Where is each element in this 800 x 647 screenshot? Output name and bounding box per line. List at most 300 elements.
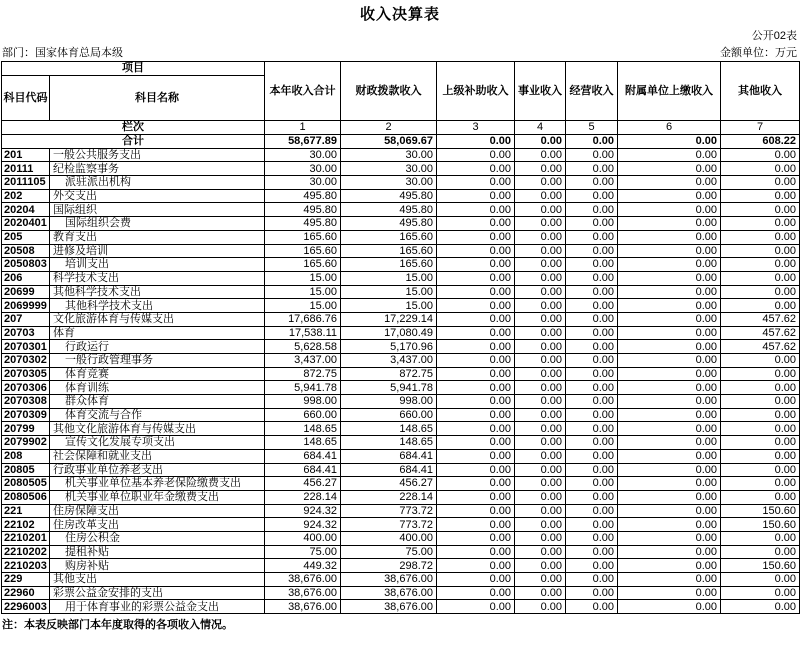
value-col-1: 38,676.00 (265, 600, 341, 614)
subject-name-cell: 行政运行 (50, 340, 265, 354)
value-col-6: 0.00 (618, 176, 721, 190)
value-col-1: 30.00 (265, 148, 341, 162)
total-value-col-3: 0.00 (437, 135, 515, 149)
value-col-4: 0.00 (515, 477, 566, 491)
value-col-1: 998.00 (265, 395, 341, 409)
value-col-7: 457.62 (721, 340, 800, 354)
value-col-2: 38,676.00 (341, 586, 437, 600)
value-col-5: 0.00 (566, 354, 618, 368)
table-row (2, 531, 800, 545)
value-col-3: 0.00 (437, 148, 515, 162)
amount-unit-label: 金额单位：万元 (720, 47, 797, 59)
subject-code-cell: 2079902 (2, 436, 50, 450)
value-col-5: 0.00 (566, 299, 618, 313)
value-col-3: 0.00 (437, 504, 515, 518)
table-row (2, 217, 800, 231)
value-col-6: 0.00 (618, 148, 721, 162)
value-col-3: 0.00 (437, 573, 515, 587)
value-col-3: 0.00 (437, 518, 515, 532)
value-col-3: 0.00 (437, 203, 515, 217)
value-col-4: 0.00 (515, 176, 566, 190)
value-col-2: 495.80 (341, 217, 437, 231)
header-subject-name: 科目名称 (50, 76, 265, 121)
value-col-3: 0.00 (437, 436, 515, 450)
value-col-7: 0.00 (721, 395, 800, 409)
value-col-6: 0.00 (618, 230, 721, 244)
header-lanci: 栏次 (2, 121, 265, 135)
value-col-1: 30.00 (265, 176, 341, 190)
subject-name-cell: 机关事业单位职业年金缴费支出 (50, 490, 265, 504)
value-col-6: 0.00 (618, 271, 721, 285)
value-col-3: 0.00 (437, 422, 515, 436)
subject-code-cell: 2210201 (2, 531, 50, 545)
value-col-4: 0.00 (515, 490, 566, 504)
value-col-6: 0.00 (618, 258, 721, 272)
header-col-fiscal-appropriation: 财政拨款收入 (341, 62, 437, 121)
table-row (2, 340, 800, 354)
column-number-6: 6 (618, 121, 721, 135)
value-col-3: 0.00 (437, 490, 515, 504)
value-col-6: 0.00 (618, 217, 721, 231)
subject-name-cell: 外交支出 (50, 189, 265, 203)
table-row (2, 463, 800, 477)
value-col-4: 0.00 (515, 381, 566, 395)
value-col-1: 872.75 (265, 367, 341, 381)
value-col-5: 0.00 (566, 477, 618, 491)
value-col-6: 0.00 (618, 545, 721, 559)
value-col-3: 0.00 (437, 285, 515, 299)
value-col-2: 400.00 (341, 531, 437, 545)
value-col-3: 0.00 (437, 217, 515, 231)
subject-name-cell: 机关事业单位基本养老保险缴费支出 (50, 477, 265, 491)
value-col-4: 0.00 (515, 230, 566, 244)
table-row (2, 586, 800, 600)
subject-code-cell: 20508 (2, 244, 50, 258)
value-col-4: 0.00 (515, 162, 566, 176)
value-col-4: 0.00 (515, 148, 566, 162)
department-label: 部门：国家体育总局本级 (2, 47, 123, 59)
value-col-1: 400.00 (265, 531, 341, 545)
subject-code-cell: 221 (2, 504, 50, 518)
column-number-1: 1 (265, 121, 341, 135)
value-col-4: 0.00 (515, 203, 566, 217)
value-col-5: 0.00 (566, 176, 618, 190)
subject-code-cell: 2069999 (2, 299, 50, 313)
subject-code-cell: 20204 (2, 203, 50, 217)
value-col-3: 0.00 (437, 367, 515, 381)
value-col-3: 0.00 (437, 340, 515, 354)
value-col-6: 0.00 (618, 449, 721, 463)
value-col-3: 0.00 (437, 531, 515, 545)
value-col-5: 0.00 (566, 367, 618, 381)
value-col-7: 0.00 (721, 354, 800, 368)
value-col-5: 0.00 (566, 326, 618, 340)
value-col-3: 0.00 (437, 176, 515, 190)
column-number-2: 2 (341, 121, 437, 135)
value-col-6: 0.00 (618, 203, 721, 217)
subject-name-cell: 培训支出 (50, 258, 265, 272)
value-col-3: 0.00 (437, 545, 515, 559)
value-col-6: 0.00 (618, 312, 721, 326)
value-col-2: 15.00 (341, 285, 437, 299)
value-col-4: 0.00 (515, 573, 566, 587)
value-col-3: 0.00 (437, 271, 515, 285)
value-col-4: 0.00 (515, 531, 566, 545)
value-col-4: 0.00 (515, 285, 566, 299)
value-col-4: 0.00 (515, 271, 566, 285)
subject-name-cell: 文化旅游体育与传媒支出 (50, 312, 265, 326)
subject-code-cell: 2080506 (2, 490, 50, 504)
subject-code-cell: 2070309 (2, 408, 50, 422)
subject-name-cell: 国际组织 (50, 203, 265, 217)
value-col-6: 0.00 (618, 463, 721, 477)
value-col-5: 0.00 (566, 244, 618, 258)
value-col-2: 17,080.49 (341, 326, 437, 340)
value-col-6: 0.00 (618, 586, 721, 600)
value-col-4: 0.00 (515, 449, 566, 463)
total-value-col-1: 58,677.89 (265, 135, 341, 149)
value-col-3: 0.00 (437, 162, 515, 176)
value-col-5: 0.00 (566, 573, 618, 587)
value-col-5: 0.00 (566, 600, 618, 614)
value-col-4: 0.00 (515, 189, 566, 203)
subject-name-cell: 进修及培训 (50, 244, 265, 258)
value-col-7: 0.00 (721, 271, 800, 285)
value-col-1: 15.00 (265, 271, 341, 285)
subject-name-cell: 派驻派出机构 (50, 176, 265, 190)
subject-name-cell: 行政事业单位养老支出 (50, 463, 265, 477)
value-col-6: 0.00 (618, 367, 721, 381)
value-col-5: 0.00 (566, 271, 618, 285)
subject-name-cell: 科学技术支出 (50, 271, 265, 285)
value-col-3: 0.00 (437, 230, 515, 244)
table-row (2, 477, 800, 491)
value-col-2: 298.72 (341, 559, 437, 573)
table-header (2, 62, 800, 135)
total-value-col-7: 608.22 (721, 135, 800, 149)
value-col-3: 0.00 (437, 463, 515, 477)
table-row (2, 422, 800, 436)
total-value-col-4: 0.00 (515, 135, 566, 149)
value-col-4: 0.00 (515, 217, 566, 231)
subject-code-cell: 20799 (2, 422, 50, 436)
value-col-7: 0.00 (721, 285, 800, 299)
table-row (2, 367, 800, 381)
value-col-1: 684.41 (265, 449, 341, 463)
value-col-2: 998.00 (341, 395, 437, 409)
table-row (2, 326, 800, 340)
subject-name-cell: 提租补贴 (50, 545, 265, 559)
value-col-2: 15.00 (341, 271, 437, 285)
value-col-7: 0.00 (721, 176, 800, 190)
table-row (2, 436, 800, 450)
value-col-7: 0.00 (721, 477, 800, 491)
value-col-5: 0.00 (566, 518, 618, 532)
value-col-2: 30.00 (341, 176, 437, 190)
value-col-2: 38,676.00 (341, 573, 437, 587)
subject-name-cell: 国际组织会费 (50, 217, 265, 231)
value-col-1: 15.00 (265, 299, 341, 313)
value-col-7: 0.00 (721, 600, 800, 614)
subject-code-cell: 2080505 (2, 477, 50, 491)
value-col-2: 165.60 (341, 244, 437, 258)
value-col-6: 0.00 (618, 244, 721, 258)
value-col-6: 0.00 (618, 531, 721, 545)
value-col-1: 456.27 (265, 477, 341, 491)
table-row (2, 600, 800, 614)
value-col-5: 0.00 (566, 463, 618, 477)
value-col-4: 0.00 (515, 395, 566, 409)
subject-code-cell: 22102 (2, 518, 50, 532)
value-col-6: 0.00 (618, 189, 721, 203)
subject-name-cell: 宣传文化发展专项支出 (50, 436, 265, 450)
value-col-3: 0.00 (437, 408, 515, 422)
table-row (2, 203, 800, 217)
value-col-7: 0.00 (721, 162, 800, 176)
value-col-4: 0.00 (515, 326, 566, 340)
value-col-6: 0.00 (618, 573, 721, 587)
value-col-1: 165.60 (265, 230, 341, 244)
value-col-3: 0.00 (437, 326, 515, 340)
table-row (2, 573, 800, 587)
value-col-4: 0.00 (515, 299, 566, 313)
value-col-3: 0.00 (437, 586, 515, 600)
table-row (2, 176, 800, 190)
income-table (1, 61, 800, 614)
subject-code-cell: 2050803 (2, 258, 50, 272)
value-col-2: 17,229.14 (341, 312, 437, 326)
value-col-4: 0.00 (515, 244, 566, 258)
value-col-5: 0.00 (566, 162, 618, 176)
subject-name-cell: 用于体育事业的彩票公益金支出 (50, 600, 265, 614)
value-col-7: 0.00 (721, 422, 800, 436)
table-row (2, 449, 800, 463)
table-row (2, 559, 800, 573)
value-col-2: 5,941.78 (341, 381, 437, 395)
value-col-3: 0.00 (437, 449, 515, 463)
value-col-1: 924.32 (265, 504, 341, 518)
column-number-5: 5 (566, 121, 618, 135)
column-number-3: 3 (437, 121, 515, 135)
value-col-2: 30.00 (341, 162, 437, 176)
subject-code-cell: 202 (2, 189, 50, 203)
value-col-6: 0.00 (618, 422, 721, 436)
value-col-7: 0.00 (721, 258, 800, 272)
value-col-4: 0.00 (515, 340, 566, 354)
value-col-1: 684.41 (265, 463, 341, 477)
value-col-1: 3,437.00 (265, 354, 341, 368)
column-number-7: 7 (721, 121, 800, 135)
header-subject-code: 科目代码 (2, 76, 50, 121)
value-col-1: 75.00 (265, 545, 341, 559)
value-col-3: 0.00 (437, 244, 515, 258)
total-value-col-5: 0.00 (566, 135, 618, 149)
value-col-4: 0.00 (515, 258, 566, 272)
value-col-4: 0.00 (515, 600, 566, 614)
subject-code-cell: 20703 (2, 326, 50, 340)
value-col-5: 0.00 (566, 217, 618, 231)
value-col-2: 684.41 (341, 463, 437, 477)
value-col-5: 0.00 (566, 395, 618, 409)
subject-name-cell: 体育竞赛 (50, 367, 265, 381)
subject-code-cell: 2070301 (2, 340, 50, 354)
table-row (2, 504, 800, 518)
value-col-5: 0.00 (566, 340, 618, 354)
value-col-3: 0.00 (437, 299, 515, 313)
value-col-7: 457.62 (721, 326, 800, 340)
value-col-5: 0.00 (566, 230, 618, 244)
value-col-5: 0.00 (566, 490, 618, 504)
table-row (2, 162, 800, 176)
value-col-1: 148.65 (265, 436, 341, 450)
value-col-4: 0.00 (515, 354, 566, 368)
value-col-2: 773.72 (341, 504, 437, 518)
value-col-6: 0.00 (618, 354, 721, 368)
value-col-6: 0.00 (618, 600, 721, 614)
table-row (2, 518, 800, 532)
value-col-5: 0.00 (566, 545, 618, 559)
value-col-3: 0.00 (437, 559, 515, 573)
value-col-2: 5,170.96 (341, 340, 437, 354)
table-row (2, 354, 800, 368)
subject-name-cell: 住房改革支出 (50, 518, 265, 532)
subject-name-cell: 体育训练 (50, 381, 265, 395)
value-col-2: 228.14 (341, 490, 437, 504)
subject-name-cell: 一般公共服务支出 (50, 148, 265, 162)
subject-code-cell: 206 (2, 271, 50, 285)
value-col-5: 0.00 (566, 203, 618, 217)
value-col-6: 0.00 (618, 299, 721, 313)
value-col-4: 0.00 (515, 312, 566, 326)
value-col-6: 0.00 (618, 326, 721, 340)
subject-name-cell: 社会保障和就业支出 (50, 449, 265, 463)
value-col-4: 0.00 (515, 518, 566, 532)
table-row (2, 545, 800, 559)
value-col-3: 0.00 (437, 258, 515, 272)
table-row (2, 271, 800, 285)
subject-name-cell: 住房保障支出 (50, 504, 265, 518)
value-col-3: 0.00 (437, 312, 515, 326)
value-col-7: 0.00 (721, 244, 800, 258)
table-row (2, 258, 800, 272)
value-col-6: 0.00 (618, 408, 721, 422)
value-col-7: 0.00 (721, 490, 800, 504)
value-col-2: 773.72 (341, 518, 437, 532)
value-col-4: 0.00 (515, 408, 566, 422)
value-col-2: 75.00 (341, 545, 437, 559)
subject-code-cell: 208 (2, 449, 50, 463)
value-col-4: 0.00 (515, 545, 566, 559)
value-col-3: 0.00 (437, 600, 515, 614)
value-col-6: 0.00 (618, 285, 721, 299)
subject-name-cell: 一般行政管理事务 (50, 354, 265, 368)
value-col-7: 150.60 (721, 504, 800, 518)
value-col-4: 0.00 (515, 367, 566, 381)
subject-code-cell: 2070305 (2, 367, 50, 381)
value-col-2: 30.00 (341, 148, 437, 162)
subject-code-cell: 20111 (2, 162, 50, 176)
value-col-3: 0.00 (437, 395, 515, 409)
value-col-2: 495.80 (341, 189, 437, 203)
value-col-3: 0.00 (437, 477, 515, 491)
total-value-col-6: 0.00 (618, 135, 721, 149)
total-value-col-2: 58,069.67 (341, 135, 437, 149)
public-table-code: 公开02表 (751, 30, 797, 42)
value-col-5: 0.00 (566, 504, 618, 518)
footnote: 注：本表反映部门本年度取得的各项收入情况。 (2, 619, 233, 632)
value-col-1: 148.65 (265, 422, 341, 436)
table-row (2, 285, 800, 299)
value-col-4: 0.00 (515, 586, 566, 600)
value-col-2: 660.00 (341, 408, 437, 422)
value-col-7: 0.00 (721, 189, 800, 203)
subject-code-cell: 2070306 (2, 381, 50, 395)
subject-code-cell: 201 (2, 148, 50, 162)
value-col-7: 0.00 (721, 299, 800, 313)
table-row (2, 395, 800, 409)
value-col-2: 3,437.00 (341, 354, 437, 368)
subject-code-cell: 22960 (2, 586, 50, 600)
value-col-5: 0.00 (566, 531, 618, 545)
subject-code-cell: 229 (2, 573, 50, 587)
value-col-4: 0.00 (515, 436, 566, 450)
header-col-total-income: 本年收入合计 (265, 62, 341, 121)
value-col-1: 660.00 (265, 408, 341, 422)
value-col-7: 0.00 (721, 367, 800, 381)
value-col-1: 449.32 (265, 559, 341, 573)
subject-code-cell: 2296003 (2, 600, 50, 614)
value-col-5: 0.00 (566, 422, 618, 436)
value-col-5: 0.00 (566, 408, 618, 422)
value-col-1: 5,628.58 (265, 340, 341, 354)
value-col-4: 0.00 (515, 463, 566, 477)
value-col-3: 0.00 (437, 189, 515, 203)
value-col-2: 148.65 (341, 422, 437, 436)
total-row (2, 135, 800, 149)
value-col-6: 0.00 (618, 381, 721, 395)
value-col-5: 0.00 (566, 312, 618, 326)
table-row (2, 312, 800, 326)
value-col-7: 0.00 (721, 436, 800, 450)
value-col-7: 0.00 (721, 545, 800, 559)
value-col-1: 38,676.00 (265, 586, 341, 600)
value-col-5: 0.00 (566, 381, 618, 395)
subject-name-cell: 其他科学技术支出 (50, 285, 265, 299)
value-col-1: 495.80 (265, 189, 341, 203)
table-row (2, 490, 800, 504)
value-col-1: 924.32 (265, 518, 341, 532)
column-number-4: 4 (515, 121, 566, 135)
value-col-6: 0.00 (618, 518, 721, 532)
value-col-2: 148.65 (341, 436, 437, 450)
value-col-5: 0.00 (566, 285, 618, 299)
subject-code-cell: 2011105 (2, 176, 50, 190)
value-col-4: 0.00 (515, 559, 566, 573)
value-col-7: 0.00 (721, 217, 800, 231)
value-col-3: 0.00 (437, 354, 515, 368)
value-col-4: 0.00 (515, 504, 566, 518)
value-col-6: 0.00 (618, 559, 721, 573)
subject-code-cell: 2070308 (2, 395, 50, 409)
table-row (2, 244, 800, 258)
subject-name-cell: 购房补贴 (50, 559, 265, 573)
value-col-5: 0.00 (566, 258, 618, 272)
value-col-2: 38,676.00 (341, 600, 437, 614)
value-col-6: 0.00 (618, 490, 721, 504)
value-col-6: 0.00 (618, 340, 721, 354)
value-col-1: 15.00 (265, 285, 341, 299)
total-label: 合计 (2, 135, 265, 149)
